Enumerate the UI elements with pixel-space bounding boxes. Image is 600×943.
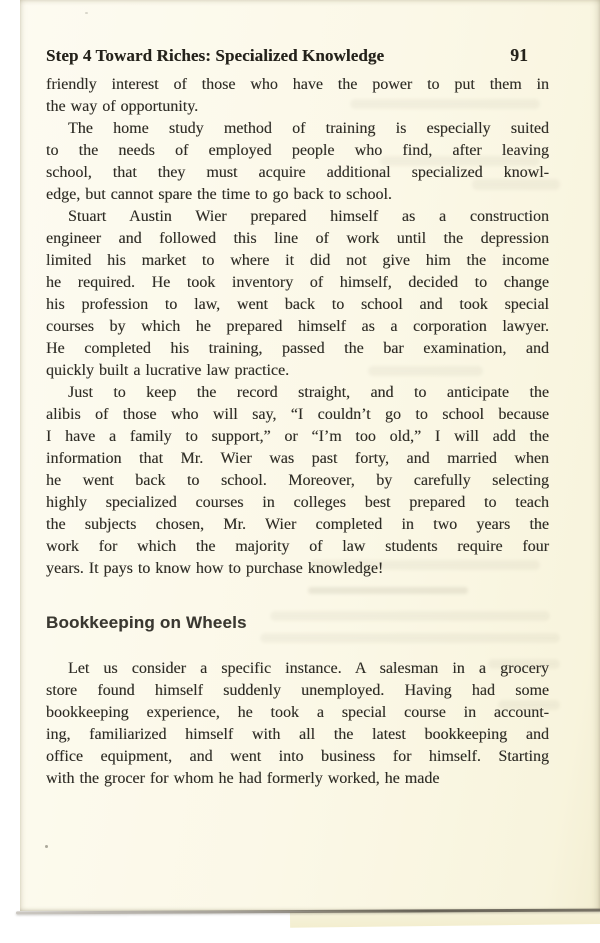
text-line: his profession to law, went back to school and took special bbox=[46, 296, 549, 313]
chapter-title: Step 4 Toward Riches: Specialized Knowledge bbox=[46, 46, 385, 65]
paragraph bbox=[46, 382, 549, 580]
section-heading: Bookkeeping on Wheels bbox=[46, 613, 247, 632]
text-line: he required. He took inventory of himself, decided to change bbox=[46, 274, 549, 291]
text-line: I have a family to support,” or “I’m too old,” I will add the bbox=[46, 428, 549, 445]
text-line: highly specialized courses in colleges best prepared to teach bbox=[46, 494, 549, 511]
text-line: store found himself suddenly unemployed. Having had some bbox=[46, 682, 549, 699]
text-line: to the needs of employed people who find, after leaving bbox=[46, 142, 549, 159]
text-line: limited his market to where it did not give him the income bbox=[46, 252, 549, 269]
text-line: he went back to school. Moreover, by carefully selecting bbox=[46, 472, 549, 489]
text-line: work for which the majority of law students require four bbox=[46, 538, 549, 555]
paragraph bbox=[46, 74, 549, 118]
text-line: The home study method of training is especially suited bbox=[68, 120, 549, 137]
text-block bbox=[46, 44, 549, 790]
text-line: bookkeeping experience, he took a special course in account- bbox=[46, 704, 549, 721]
text-line: information that Mr. Wier was past forty, and married when bbox=[46, 450, 549, 467]
text-line: alibis of those who will say, “I couldn’t go to school because bbox=[46, 406, 549, 423]
text-line: Stuart Austin Wier prepared himself as a construction bbox=[68, 208, 549, 225]
book-page bbox=[20, 0, 600, 911]
page-number: 91 bbox=[510, 45, 528, 65]
text-line: edge, but cannot spare the time to go back to school. bbox=[46, 186, 392, 203]
text-line: ing, familiarized himself with all the latest bookkeeping and bbox=[46, 726, 549, 743]
text-line: Let us consider a specific instance. A salesman in a grocery bbox=[68, 660, 549, 677]
text-line: the way of opportunity. bbox=[46, 98, 199, 115]
scan-speck bbox=[85, 12, 88, 14]
text-line: school, that they must acquire additional specialized knowl- bbox=[46, 164, 549, 181]
text-line: quickly built a lucrative law practice. bbox=[46, 362, 290, 379]
running-header bbox=[46, 44, 549, 67]
text-line: the subjects chosen, Mr. Wier completed in two years the bbox=[46, 516, 549, 533]
paragraph bbox=[46, 206, 549, 382]
text-line: friendly interest of those who have the power to put them in bbox=[46, 76, 549, 93]
text-line: office equipment, and went into business for himself. Starting bbox=[46, 748, 549, 765]
text-line: years. It pays to know how to purchase knowledge! bbox=[46, 560, 384, 577]
paragraph bbox=[46, 658, 549, 790]
text-line: with the grocer for whom he had formerly worked, he made bbox=[46, 770, 440, 787]
text-line: engineer and followed this line of work until the depression bbox=[46, 230, 549, 247]
scan-speck bbox=[45, 845, 48, 848]
text-line: He completed his training, passed the bar examination, and bbox=[46, 340, 549, 357]
text-line: courses by which he prepared himself as a corporation lawyer. bbox=[46, 318, 549, 335]
paragraph bbox=[46, 118, 549, 206]
text-line: Just to keep the record straight, and to anticipate the bbox=[68, 384, 549, 401]
page-content bbox=[46, 74, 549, 790]
